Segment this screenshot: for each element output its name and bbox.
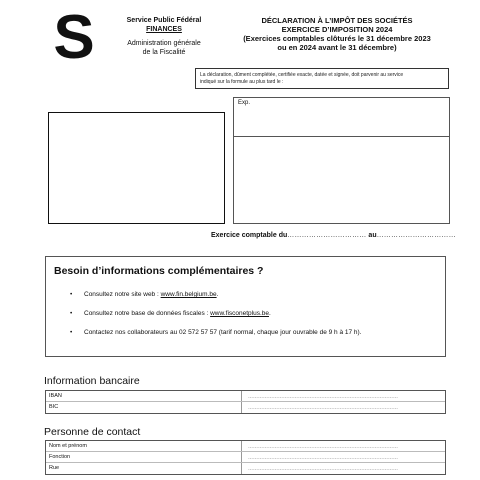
street-field[interactable]: ……………………………………………………………………………… [248, 466, 398, 472]
contact-row-street [46, 463, 445, 474]
period-to-field[interactable]: …………………………… [376, 232, 456, 239]
org-administration: Administration générale [127, 40, 201, 47]
spf-finances-logo [50, 12, 98, 64]
name-label: Nom et prénom [46, 441, 242, 451]
title-line-2: EXERCICE D’IMPOSITION 2024 [281, 25, 393, 34]
info-item-website-text: Consultez notre site web : [84, 291, 161, 298]
logo-letter: S [53, 12, 95, 64]
info-list [54, 291, 437, 336]
bic-field[interactable]: ……………………………………………………………………………… [248, 405, 398, 411]
org-finances: FINANCES [146, 26, 182, 33]
contact-table [45, 440, 446, 475]
function-field[interactable]: ……………………………………………………………………………… [248, 455, 398, 461]
info-item-database-text: Consultez notre base de données fiscales : [84, 310, 211, 317]
iban-label: IBAN [46, 391, 242, 401]
instructions-line-1: La déclaration, dûment complétée, certifiée exacte, datée et signée, doit parvenir au service [200, 72, 404, 78]
declaration-title [232, 16, 442, 52]
period-label-to: au [368, 232, 377, 239]
deadline-instructions [195, 68, 449, 89]
period-label-from: Exercice comptable du [211, 232, 288, 239]
bullet-icon: • [70, 310, 73, 317]
organisation-block [112, 16, 216, 57]
info-item-website-suffix: . [216, 291, 219, 298]
title-line-1: DÉCLARATION À L’IMPÔT DES SOCIÉTÉS [261, 16, 413, 25]
contact-section-title: Personne de contact [44, 426, 141, 438]
iban-field[interactable]: ……………………………………………………………………………… [248, 394, 398, 400]
bank-row-iban [46, 391, 445, 402]
bullet-icon: • [70, 291, 73, 298]
period-from-field[interactable]: …………………………… [287, 232, 367, 239]
website-link[interactable]: www.fin.belgium.be [160, 291, 217, 298]
instructions-line-2: indiqué sur la formule au plus tard le : [200, 78, 284, 85]
info-item-database [54, 310, 437, 317]
info-item-database-suffix: . [269, 310, 271, 317]
bullet-icon: • [70, 329, 73, 336]
fisconetplus-link[interactable]: www.fisconetplus.be [210, 310, 269, 317]
function-label: Fonction [46, 452, 242, 462]
org-fiscalite: de la Fiscalité [142, 49, 186, 56]
title-line-3: (Exercices comptables clôturés le 31 décembre 2023 [243, 34, 431, 43]
title-line-4: ou en 2024 avant le 31 décembre) [277, 43, 397, 52]
accounting-period [211, 232, 456, 239]
sender-label: Exp. [238, 100, 251, 106]
more-information-box [45, 256, 446, 357]
street-label: Rue [46, 463, 242, 474]
bank-section-title: Information bancaire [44, 375, 140, 387]
sender-divider [234, 136, 449, 137]
contact-row-function [46, 452, 445, 463]
org-service: Service Public Fédéral [126, 17, 202, 24]
info-item-phone-text: Contactez nos collaborateurs au 02 572 57 57 (tarif normal, chaque jour ouvrable de 9 h à 17 h). [84, 329, 362, 336]
info-item-phone [54, 329, 437, 336]
bank-row-bic [46, 402, 445, 413]
sender-box [233, 97, 450, 224]
contact-row-name [46, 441, 445, 452]
info-heading: Besoin d’informations complémentaires ? [54, 265, 264, 277]
bank-table [45, 390, 446, 414]
recipient-address-box [48, 112, 225, 224]
info-item-website [54, 291, 437, 298]
bic-label: BIC [46, 402, 242, 413]
name-field[interactable]: ……………………………………………………………………………… [248, 444, 398, 450]
